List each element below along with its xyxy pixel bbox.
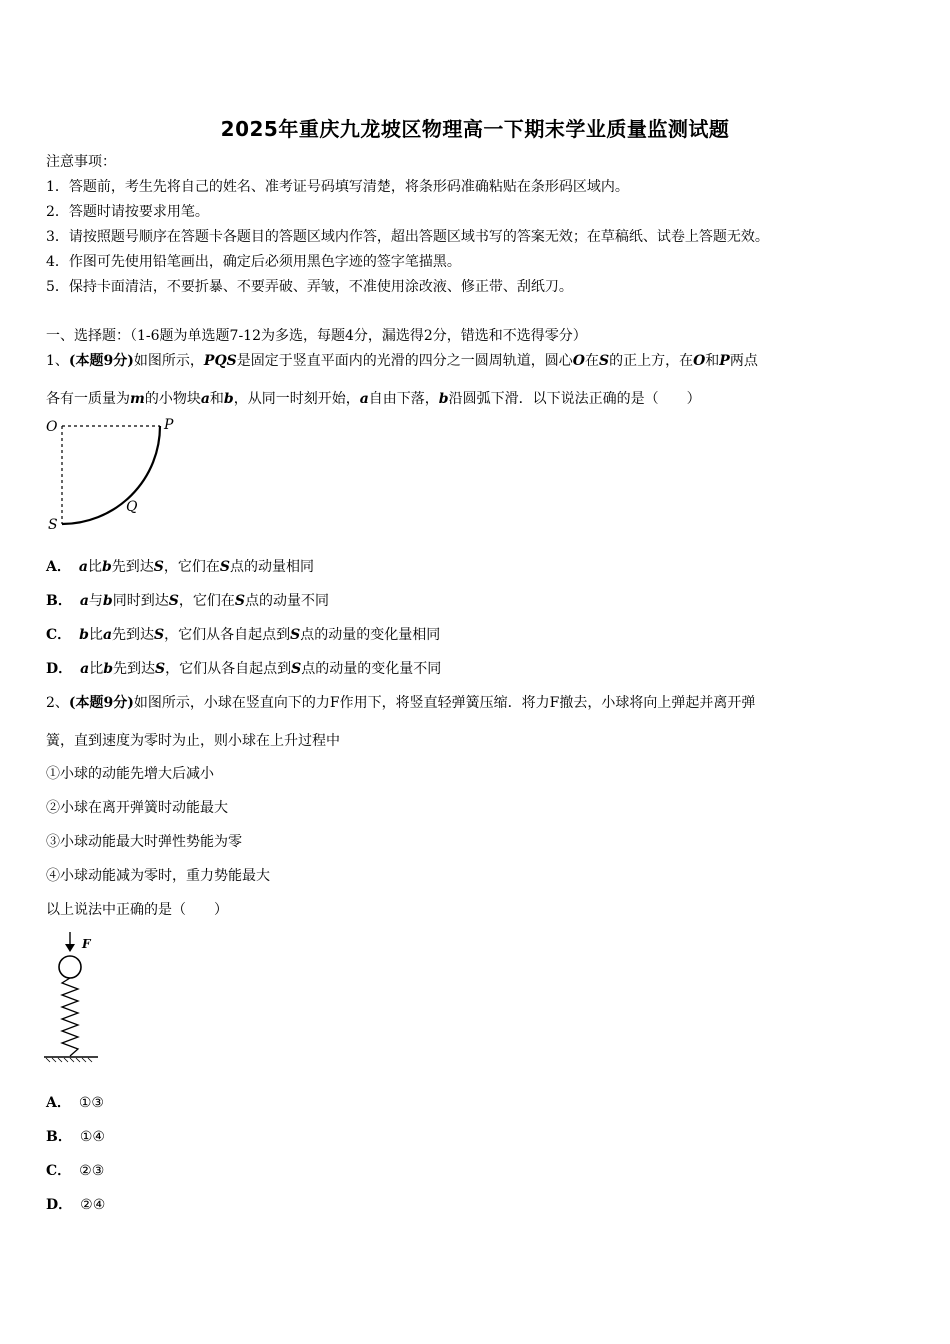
option-text: ②④ — [80, 1197, 106, 1213]
option-text: ，它们在 — [163, 559, 220, 575]
question-number: 2、 — [46, 695, 69, 711]
option-text: b — [79, 627, 89, 643]
q1-symbol: a — [359, 391, 369, 407]
q2-option-a[interactable] — [46, 1093, 104, 1113]
q1-text: 是固定于竖直平面内的光滑的四分之一圆周轨道，圆心 — [236, 353, 573, 369]
q1-track-figure — [44, 414, 184, 534]
q1-symbol: O — [572, 353, 585, 369]
option-text: 点的动量不同 — [244, 593, 329, 609]
q1-text: 和 — [209, 391, 224, 407]
question-number: 1、 — [46, 353, 69, 369]
q1-symbol: PQS — [203, 353, 237, 369]
notice-item: 1．答题前，考生先将自己的姓名、准考证号码填写清楚，将条形码准确粘贴在条形码区域内。 — [46, 179, 629, 195]
option-text: S — [219, 559, 230, 575]
q1-text: 的小物块 — [144, 391, 201, 407]
option-letter: D． — [46, 1197, 73, 1213]
q1-option-b[interactable] — [46, 591, 329, 611]
q1-text: 自由下落， — [368, 391, 439, 407]
notice-item: 4．作图可先使用铅笔画出，确定后必须用黑色字迹的签字笔描黑。 — [46, 254, 461, 270]
q1-symbol: a — [200, 391, 210, 407]
option-text: ，它们从各自起点到 — [164, 627, 291, 643]
ground-hatching — [46, 1058, 92, 1062]
q1-symbol: b — [223, 391, 234, 407]
q1-symbol: O — [693, 353, 706, 369]
question-1-line-1 — [46, 351, 758, 371]
option-letter: C． — [46, 1163, 72, 1179]
q2-statement: ②小球在离开弹簧时动能最大 — [46, 800, 228, 816]
q1-option-a[interactable] — [46, 557, 314, 577]
q2-statement: ①小球的动能先增大后减小 — [46, 766, 214, 782]
notice-item: 2．答题时请按要求用笔。 — [46, 204, 209, 220]
option-text: 比 — [89, 661, 104, 677]
option-text: b — [103, 661, 114, 677]
q2-statement: ③小球动能最大时弹性势能为零 — [46, 834, 242, 850]
question-2-line-1 — [46, 693, 755, 713]
q1-text: 的正上方，在 — [609, 353, 694, 369]
q1-text: ，从同一时刻开始， — [233, 391, 360, 407]
q2-option-d[interactable] — [46, 1195, 105, 1215]
option-letter: B． — [46, 1129, 72, 1145]
option-text: S — [234, 593, 245, 609]
option-text: S — [291, 661, 302, 677]
option-text: S — [155, 661, 166, 677]
q2-option-c[interactable] — [46, 1161, 104, 1181]
option-letter: C． — [46, 627, 72, 643]
q1-text: 两点 — [729, 353, 758, 369]
q1-symbol: S — [598, 353, 610, 369]
force-label: F — [82, 937, 91, 951]
option-text: ①④ — [79, 1129, 105, 1145]
option-text: b — [102, 593, 113, 609]
option-text: a — [80, 661, 90, 677]
question-1-line-2 — [46, 389, 701, 409]
option-text: 先到达 — [112, 627, 155, 643]
q1-text: 如图所示， — [133, 353, 204, 369]
q2-option-b[interactable] — [46, 1127, 105, 1147]
q1-text: 沿圆弧下滑．以下说法正确的是（ ） — [448, 391, 701, 407]
question-2-line-2: 簧，直到速度为零时为止，则小球在上升过程中 — [46, 733, 340, 749]
option-text: 比 — [88, 627, 103, 643]
q1-option-c[interactable] — [46, 625, 440, 645]
option-text: 先到达 — [111, 559, 154, 575]
option-text: S — [153, 559, 164, 575]
option-text: ②③ — [79, 1163, 105, 1179]
notice-heading: 注意事项： — [46, 154, 116, 170]
option-text: ，它们从各自起点到 — [165, 661, 292, 677]
option-text: 与 — [88, 593, 103, 609]
q1-option-d[interactable] — [46, 659, 441, 679]
q2-spring-figure — [44, 928, 114, 1068]
q1-text: 和 — [705, 353, 720, 369]
option-text: a — [78, 559, 88, 575]
label-o: O — [46, 419, 58, 435]
spring-coil — [62, 978, 78, 1056]
option-text: ，它们在 — [178, 593, 235, 609]
q2-text: 如图所示，小球在竖直向下的力F作用下，将竖直轻弹簧压缩．将力F撤去，小球将向上弹起并离开弹 — [133, 695, 756, 711]
question-score: (本题9分) — [68, 353, 134, 369]
option-text: 先到达 — [113, 661, 156, 677]
label-s: S — [48, 517, 58, 533]
question-score: (本题9分) — [68, 695, 134, 711]
label-p: P — [164, 417, 174, 433]
force-arrow-head — [65, 944, 75, 952]
option-letter: D． — [46, 661, 73, 677]
q1-text: 各有一质量为 — [46, 391, 130, 407]
option-text: S — [154, 627, 165, 643]
option-text: S — [290, 627, 301, 643]
q1-symbol: P — [719, 353, 730, 369]
option-letter: B． — [46, 593, 72, 609]
q1-symbol: m — [130, 391, 145, 407]
q2-prompt: 以上说法中正确的是（ ） — [46, 902, 228, 918]
option-text: 点的动量的变化量相同 — [300, 627, 441, 643]
option-text: 点的动量的变化量不同 — [301, 661, 442, 677]
option-text: S — [168, 593, 179, 609]
option-text: a — [102, 627, 113, 643]
quarter-circle-track — [62, 426, 160, 524]
option-text: a — [79, 593, 89, 609]
option-text: ①③ — [78, 1095, 104, 1111]
notice-item: 5．保持卡面清洁，不要折暴、不要弄破、弄皱，不准使用涂改液、修正带、刮纸刀。 — [46, 279, 573, 295]
label-q: Q — [126, 499, 138, 515]
option-text: 比 — [87, 559, 102, 575]
option-text: 点的动量相同 — [230, 559, 314, 575]
option-letter: A． — [46, 559, 71, 575]
option-text: b — [101, 559, 112, 575]
q1-symbol: b — [438, 391, 449, 407]
ball — [59, 956, 81, 978]
notice-item: 3．请按照题号顺序在答题卡各题目的答题区域内作答，超出答题区域书写的答案无效；在草稿纸、试卷上答题无效。 — [46, 229, 769, 245]
page-title: 2025年重庆九龙坡区物理高一下期末学业质量监测试题 — [220, 117, 730, 141]
q2-statement: ④小球动能减为零时，重力势能最大 — [46, 868, 270, 884]
option-text: 同时到达 — [112, 593, 169, 609]
q1-text: 在 — [584, 353, 599, 369]
section-heading: 一、选择题：（1-6题为单选题7-12为多选，每题4分，漏选得2分，错选和不选得零分） — [46, 328, 587, 344]
option-letter: A． — [46, 1095, 71, 1111]
